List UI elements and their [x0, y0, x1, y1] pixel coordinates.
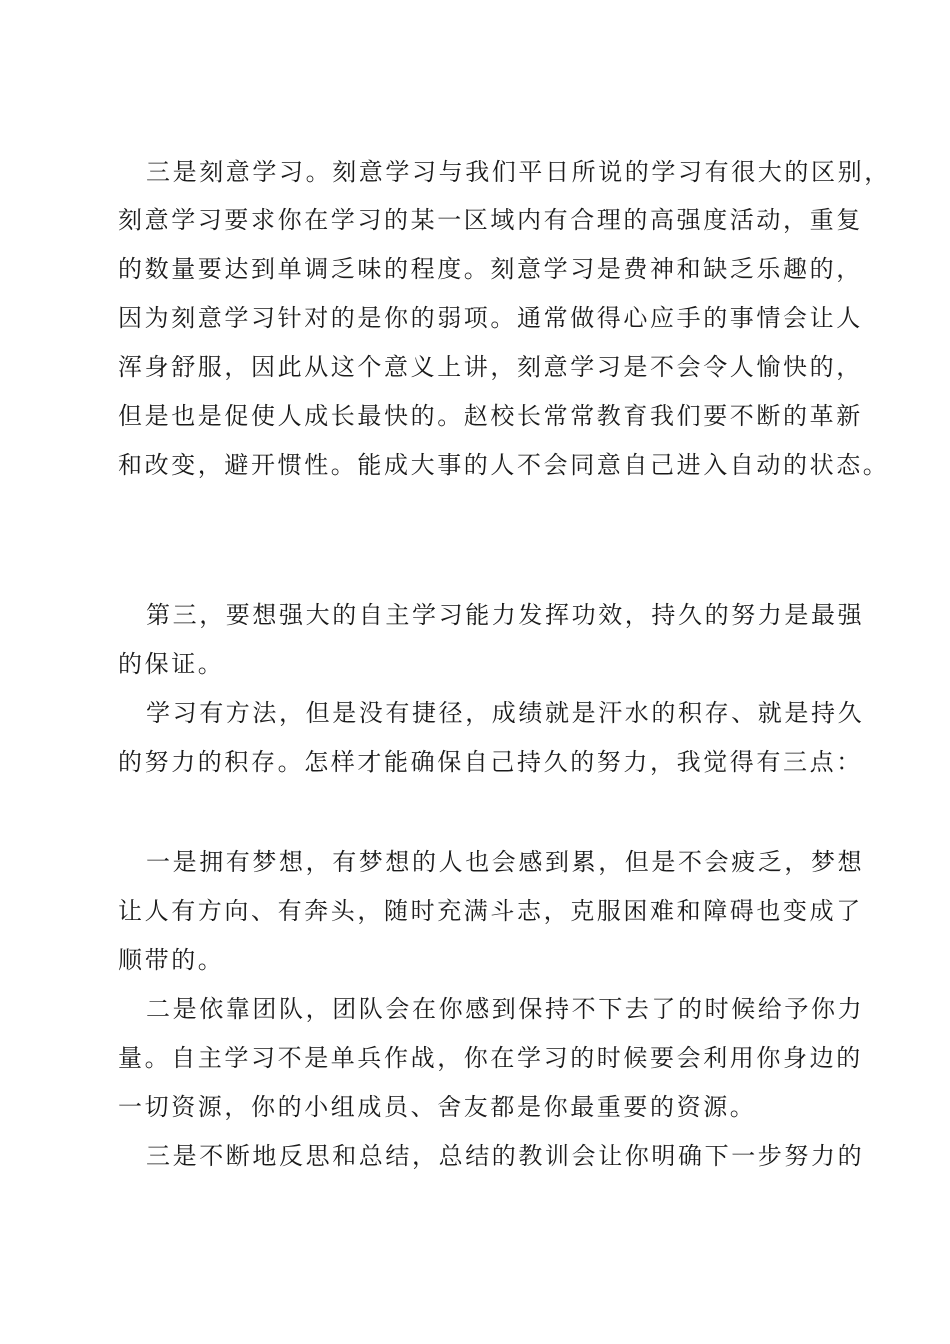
text-line: 三是不断地反思和总结，总结的教训会让你明确下一步努力的 — [146, 1142, 865, 1170]
text-line: 顺带的。 — [118, 946, 225, 974]
text-line: 让人有方向、有奔头，随时充满斗志，克服困难和障碍也变成了 — [118, 897, 863, 925]
text-line: 一是拥有梦想，有梦想的人也会感到累，但是不会疲乏，梦想 — [146, 848, 865, 876]
text-line: 的努力的积存。怎样才能确保自己持久的努力，我觉得有三点： — [118, 748, 863, 776]
text-line: 二是依靠团队，团队会在你感到保持不下去了的时候给予你力 — [146, 995, 865, 1023]
text-line: 的保证。 — [118, 650, 225, 678]
text-line: 学习有方法，但是没有捷径，成绩就是汗水的积存、就是持久 — [146, 699, 865, 727]
text-line: 但是也是促使人成长最快的。赵校长常常教育我们要不断的革新 — [118, 402, 863, 430]
text-line: 和改变，避开惯性。能成大事的人不会同意自己进入自动的状态。 — [118, 451, 890, 479]
text-line: 浑身舒服，因此从这个意义上讲，刻意学习是不会令人愉快的， — [118, 353, 863, 381]
text-line: 刻意学习要求你在学习的某一区域内有合理的高强度活动，重复 — [118, 206, 863, 234]
text-line: 因为刻意学习针对的是你的弱项。通常做得心应手的事情会让人 — [118, 304, 863, 332]
text-line: 一切资源，你的小组成员、舍友都是你最重要的资源。 — [118, 1093, 757, 1121]
text-line: 量。自主学习不是单兵作战，你在学习的时候要会利用你身边的 — [118, 1044, 863, 1072]
text-line: 的数量要达到单调乏味的程度。刻意学习是费神和缺乏乐趣的， — [118, 255, 863, 283]
text-line: 第三，要想强大的自主学习能力发挥功效，持久的努力是最强 — [146, 601, 865, 629]
text-line: 三是刻意学习。刻意学习与我们平日所说的学习有很大的区别， — [146, 158, 891, 186]
